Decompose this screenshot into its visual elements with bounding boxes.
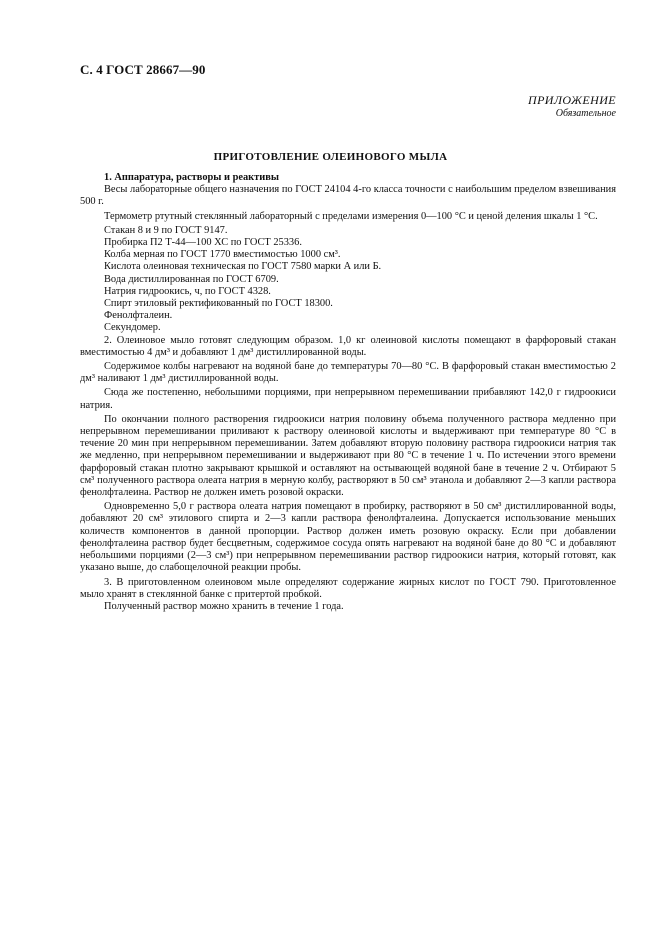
paragraph: По окончании полного растворения гидроокиси натрия половину объема полученного раствора медленно при непрерывном перемешивании приливают к раствору олеиновой кислоты и выдерживают при температуре 80 °С в течение 20 мин при непрерывном перемешивании. Затем добавляют вторую половину раствора гидроокиси натрия так же медленно, при непрерывном перемешивании и выдерживают при 80 °С в течение 1 ч. По истечении этого времени фарфоровый стакан плотно закрывают крышкой и оставляют на остывающей водяной бане в течение 2 ч. Отбирают 5 см³ полученного раствора олеата натрия в мерную колбу, растворяют в 50 см³ этанола и добавляют 2—3 капли раствора фенолфталеина. Раствор не должен иметь розовой окраски.	[80, 413, 616, 499]
paragraph: Стакан 8 и 9 по ГОСТ 9147.	[104, 224, 228, 236]
paragraph: Спирт этиловый ректификованный по ГОСТ 18300.	[104, 298, 333, 310]
paragraph: Одновременно 5,0 г раствора олеата натрия помещают в пробирку, растворяют в 50 см³ дистиллированной воды, добавляют 20 см³ этилового спирта и 2—3 капли раствора фенолфталеина. Допускается использование меньших количеств компонентов в данной пропорции. Раствор должен иметь розовую окраску. Если при добавлении фенолфталеина раствор будет бесцветным, содержимое сосуда опять нагревают на водяной бане до 80 °С и добавляют небольшими порциями (2—3 см³) при непрерывном перемешивании раствор гидроокиси натрия, который готовят, как указано выше, до слабощелочной реакции пробы.	[80, 501, 616, 574]
paragraph: 3. В приготовленном олеиновом мыле определяют содержание жирных кислот по ГОСТ 790. Приготовленное мыло хранят в стеклянной банке с притертой пробкой.	[80, 576, 616, 600]
paragraph: Термометр ртутный стеклянный лабораторный с пределами измерения 0—100 °С и ценой деления шкалы 1 °С.	[104, 210, 598, 222]
appendix-type: Обязательное	[555, 108, 616, 119]
paragraph: Колба мерная по ГОСТ 1770 вместимостью 1000 см³.	[104, 249, 341, 261]
document-body	[80, 172, 616, 613]
appendix-label: ПРИЛОЖЕНИЕ	[528, 93, 616, 107]
paragraph: 2. Олеиновое мыло готовят следующим образом. 1,0 кг олеиновой кислоты помещают в фарфоровый стакан вместимостью 4 дм³ и добавляют 1 дм³ дистиллированной воды.	[80, 334, 616, 358]
paragraph: Фенолфталеин.	[104, 310, 173, 322]
paragraph: Пробирка П2 Т-44—100 ХС по ГОСТ 25336.	[104, 237, 302, 249]
paragraph: Вода дистиллированная по ГОСТ 6709.	[104, 273, 279, 285]
paragraph: Секундомер.	[104, 322, 161, 334]
paragraph: Содержимое колбы нагревают на водяной бане до температуры 70—80 °С. В фарфоровый стакан вместимостью 2 дм³ наливают 1 дм³ дистиллированной воды.	[80, 361, 616, 385]
paragraph: Полученный раствор можно хранить в течение 1 года.	[104, 600, 344, 612]
paragraph: Сюда же постепенно, небольшими порциями, при непрерывном перемешивании прибавляют 142,0 г гидроокиси натрия.	[80, 387, 616, 411]
section-heading: 1. Аппаратура, растворы и реактивы	[104, 172, 279, 183]
page-header: С. 4 ГОСТ 28667—90	[80, 62, 206, 77]
appendix-block	[528, 93, 616, 120]
document-title: ПРИГОТОВЛЕНИЕ ОЛЕИНОВОГО МЫЛА	[213, 151, 448, 163]
paragraph: Кислота олеиновая техническая по ГОСТ 7580 марки А или Б.	[104, 261, 382, 273]
paragraph: Натрия гидроокись, ч, по ГОСТ 4328.	[104, 285, 271, 297]
paragraph: Весы лабораторные общего назначения по ГОСТ 24104 4-го класса точности с наибольшим пределом взвешивания 500 г.	[80, 184, 616, 208]
